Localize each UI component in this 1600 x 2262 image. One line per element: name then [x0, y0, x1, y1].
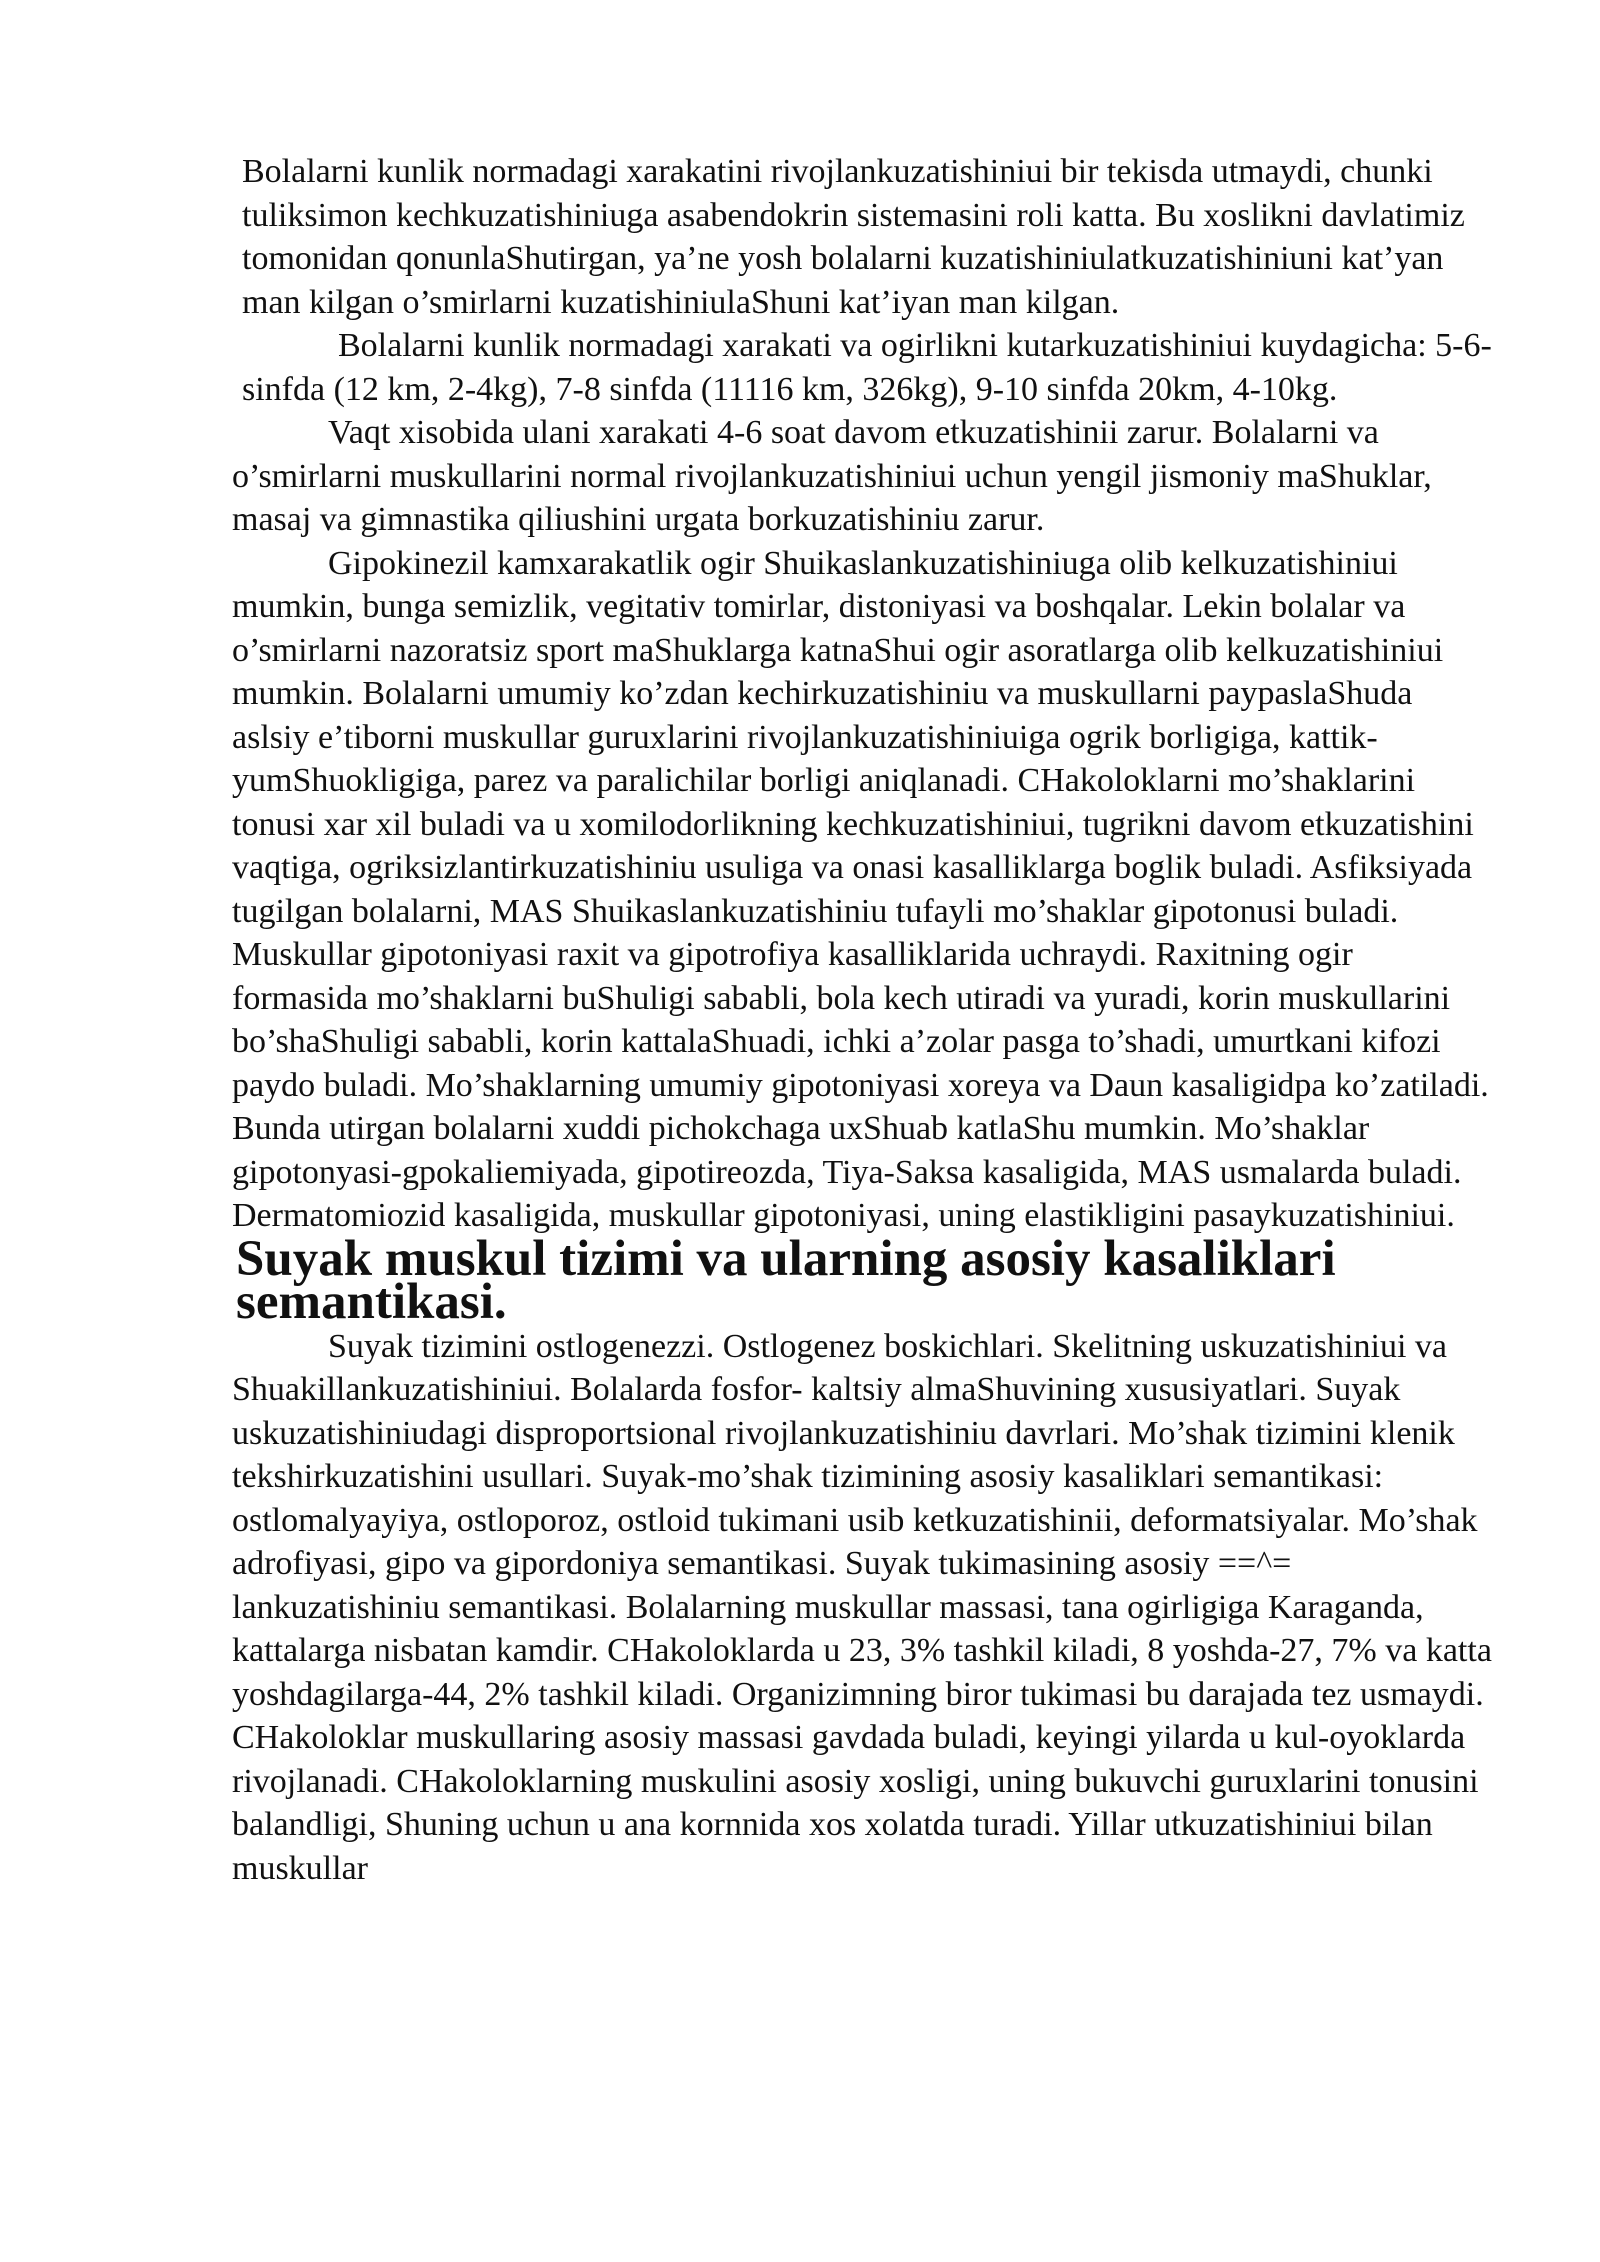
paragraph-2: Bolalarni kunlik normadagi xarakati va ogirlikni kutarkuzatishiniui kuydagicha: 5-6- sinfda (12 km, 2-4kg), 7-8 sinfda (11116 km, 326kg), 9-10 sinfda 20km, 4-10kg.	[242, 327, 1492, 408]
document-page	[232, 150, 1492, 1890]
paragraph-1: Bolalarni kunlik normadagi xarakatini rivojlankuzatishiniui bir tekisda utmaydi, chunki tuliksimon kechkuzatishiniuga asabendokrin sistemasini roli katta. Bu xoslikni davlatimiz tomonidan qonunlaShutirgan, ya’ne yosh bolalarni kuzatishiniulatkuzatishiniuni kat’yan man kilgan o’smirlarni kuzatishiniulaShuni kat’iyan man kilgan.	[242, 153, 1465, 321]
section-heading: Suyak muskul tizimi va ularning asosiy kasaliklari semantikasi.	[236, 1230, 1336, 1330]
paragraph-3: Vaqt xisobida ulani xarakati 4-6 soat davom etkuzatishinii zarur. Bolalarni va o’smirlarni muskullarini normal rivojlankuzatishiniui uchun yengil jismoniy maShuklar, masaj va gimnastika qiliushini urgata borkuzatishiniu zarur.	[232, 414, 1432, 538]
paragraph-4: Gipokinezil kamxarakatlik ogir Shuikaslankuzatishiniuga olib kelkuzatishiniui mumkin, bunga semizlik, vegitativ tomirlar, distoniyasi va boshqalar. Lekin bolalar va o’smirlarni nazoratsiz sport maShuklarga katnaShui ogir asoratlarga olib kelkuzatishiniui mumkin. Bolalarni umumiy ko’zdan kechirkuzatishiniu va muskullarni paypaslaShuda aslsiy e’tiborni muskullar guruxlarini rivojlankuzatishiniuiga ogrik borligiga, kattik-yumShuokligiga, parez va paralichilar borligi aniqlanadi. CHakoloklarni mo’shaklarini tonusi xar xil buladi va u xomilodorlikning kechkuzatishiniui, tugrikni davom etkuzatishini vaqtiga, ogriksizlantirkuzatishiniu usuliga va onasi kasalliklarga boglik buladi. Asfiksiyada tugilgan bolalarni, MAS Shuikaslankuzatishiniu tufayli mo’shaklar gipotonusi buladi. Muskullar gipotoniyasi raxit va gipotrofiya kasalliklarida uchraydi. Raxitning ogir formasida mo’shaklarni buShuligi sababli, bola kech utiradi va yuradi, korin muskullarini bo’shaShuligi sababli, korin kattalaShuadi, ichki a’zolar pasga to’shadi, umurtkani kifozi paydo buladi. Mo’shaklarning umumiy gipotoniyasi xoreya va Daun kasaligidpa ko’zatiladi. Bunda utirgan bolalarni xuddi pichokchaga uxShuab katlaShu mumkin. Mo’shaklar gipotonyasi-gpokaliemiyada, gipotireozda, Tiya-Saksa kasaligida, MAS usmalarda buladi. Dermatomiozid kasaligida, muskullar gipotoniyasi, uning elastikligini pasaykuzatishiniui.	[232, 544, 1489, 1234]
paragraph-5: Suyak tizimini ostlogenezzi. Ostlogenez boskichlari. Skelitning uskuzatishiniui va Shuakillankuzatishiniui. Bolalarda fosfor- kaltsiy almaShuvining xususiyatlari. Suyak uskuzatishiniudagi disproportsional rivojlankuzatishiniu davrlari. Mo’shak tizimini klenik tekshirkuzatishini usullari. Suyak-mo’shak tizimining asosiy kasaliklari semantikasi: ostlomalyayiya, ostloporoz, ostloid tukimani usib ketkuzatishinii, deformatsiyalar. Mo’shak adrofiyasi, gipo va gipordoniya semantikasi. Suyak tukimasining asosiy ==^= lankuzatishiniu semantikasi. Bolalarning muskullar massasi, tana ogirligiga Karaganda, kattalarga nisbatan kamdir. CHakoloklarda u 23, 3% tashkil kiladi, 8 yoshda-27, 7% va katta yoshdagilarga-44, 2% tashkil kiladi. Organizimning biror tukimasi bu darajada tez usmaydi. CHakoloklar muskullaring asosiy massasi gavdada buladi, keyingi yilarda u kul-oyoklarda rivojlanadi. CHakoloklarning muskulini asosiy xosligi, uning bukuvchi guruxlarini tonusini balandligi, Shuning uchun u ana kornnida xos xolatda turadi. Yillar utkuzatishiniui bilan muskullar	[232, 1327, 1492, 1887]
